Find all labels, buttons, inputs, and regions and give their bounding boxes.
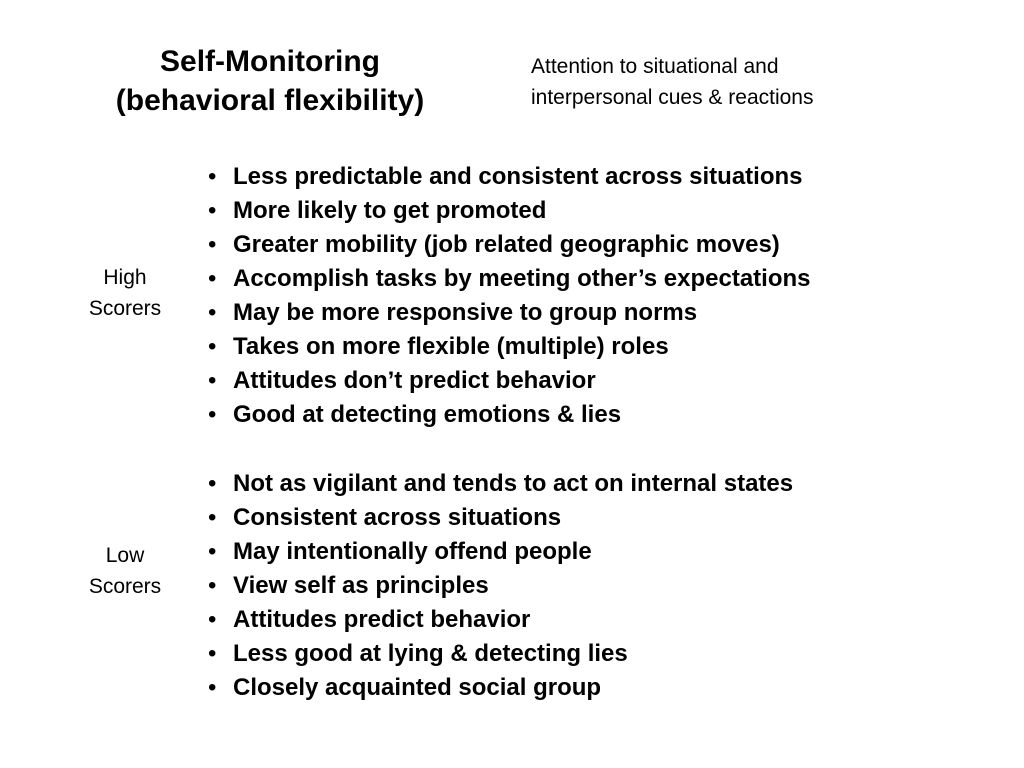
- list-item-text: Consistent across situations: [233, 504, 562, 531]
- bullet-icon: •: [208, 163, 217, 190]
- list-item-text: Attitudes predict behavior: [233, 606, 531, 633]
- list-item-text: May intentionally offend people: [233, 538, 592, 565]
- slide-title: [70, 42, 470, 120]
- list-item-text: Closely acquainted social group: [233, 674, 602, 701]
- bullet-icon: •: [208, 299, 217, 326]
- low-scorers-label: [62, 540, 188, 602]
- list-item: [208, 569, 793, 603]
- list-item: [208, 160, 811, 194]
- list-item: [208, 398, 811, 432]
- list-item: [208, 364, 811, 398]
- bullet-icon: •: [208, 401, 217, 428]
- bullet-icon: •: [208, 606, 217, 633]
- list-item: [208, 194, 811, 228]
- slide-subtitle-line-2: interpersonal cues & reactions: [531, 86, 814, 109]
- list-item-text: Attitudes don’t predict behavior: [233, 367, 596, 394]
- list-item: [208, 671, 793, 705]
- list-item-text: Good at detecting emotions & lies: [233, 401, 622, 428]
- list-item-text: Less predictable and consistent across situations: [233, 163, 803, 190]
- list-item: [208, 467, 793, 501]
- slide-title-line-1: Self-Monitoring: [160, 45, 380, 78]
- bullet-icon: •: [208, 572, 217, 599]
- list-item-text: Less good at lying & detecting lies: [233, 640, 628, 667]
- list-item: [208, 535, 793, 569]
- list-item: [208, 603, 793, 637]
- list-item: [208, 262, 811, 296]
- low-scorers-label-line-1: Low: [105, 544, 145, 567]
- slide-subtitle: [531, 51, 814, 113]
- low-scorers-label-line-2: Scorers: [88, 575, 162, 598]
- bullet-icon: •: [208, 231, 217, 258]
- bullet-icon: •: [208, 504, 217, 531]
- list-item-text: Greater mobility (job related geographic moves): [233, 231, 780, 258]
- list-item: [208, 228, 811, 262]
- list-item-text: May be more responsive to group norms: [233, 299, 698, 326]
- high-scorers-label-line-1: High: [103, 266, 147, 289]
- bullet-icon: •: [208, 333, 217, 360]
- list-item-text: Takes on more flexible (multiple) roles: [233, 333, 669, 360]
- bullet-icon: •: [208, 367, 217, 394]
- list-item-text: View self as principles: [233, 572, 489, 599]
- bullet-icon: •: [208, 640, 217, 667]
- list-item: [208, 501, 793, 535]
- high-scorers-list: [208, 160, 811, 432]
- slide-title-line-2: (behavioral flexibility): [115, 84, 425, 117]
- list-item-text: Accomplish tasks by meeting other’s expectations: [233, 265, 811, 292]
- bullet-icon: •: [208, 470, 217, 497]
- slide-subtitle-line-1: Attention to situational and: [531, 55, 779, 78]
- list-item-text: More likely to get promoted: [233, 197, 547, 224]
- list-item-text: Not as vigilant and tends to act on internal states: [233, 470, 794, 497]
- list-item: [208, 296, 811, 330]
- bullet-icon: •: [208, 197, 217, 224]
- bullet-icon: •: [208, 674, 217, 701]
- bullet-icon: •: [208, 265, 217, 292]
- bullet-icon: •: [208, 538, 217, 565]
- list-item: [208, 330, 811, 364]
- high-scorers-label-line-2: Scorers: [88, 297, 162, 320]
- list-item: [208, 637, 793, 671]
- low-scorers-list: [208, 467, 793, 705]
- high-scorers-label: [62, 262, 188, 324]
